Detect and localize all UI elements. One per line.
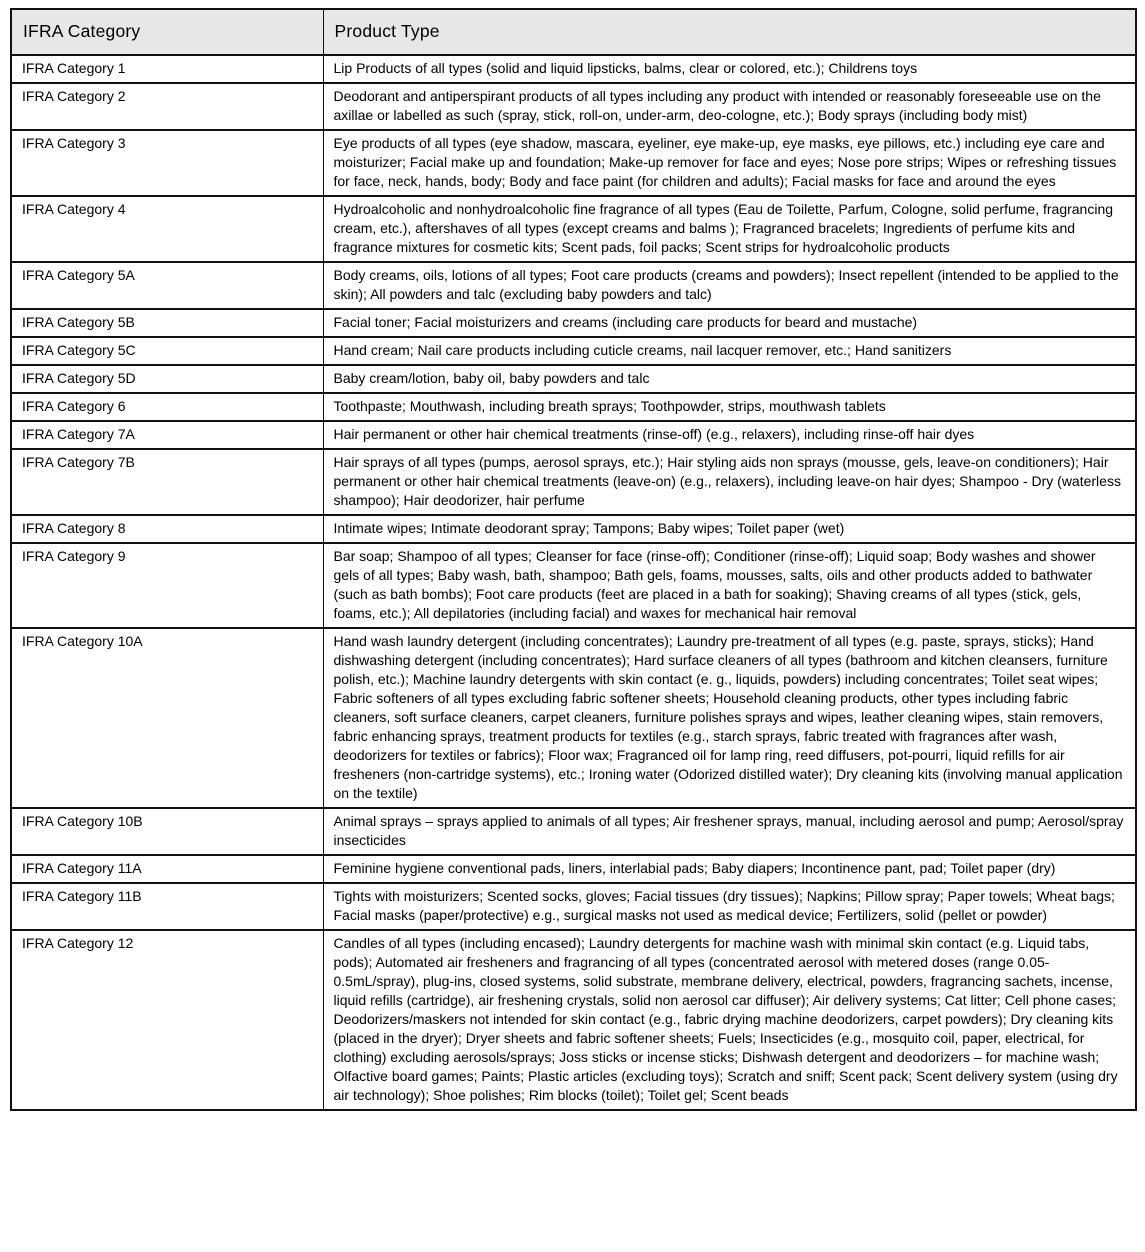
product-type-cell: Facial toner; Facial moisturizers and creams (including care products for beard and mustache): [323, 309, 1136, 337]
product-type-cell: Hair permanent or other hair chemical treatments (rinse-off) (e.g., relaxers), including rinse-off hair dyes: [323, 421, 1136, 449]
table-row: [11, 515, 1136, 543]
table-row: [11, 421, 1136, 449]
category-cell: IFRA Category 10A: [11, 628, 323, 808]
product-type-cell: Body creams, oils, lotions of all types; Foot care products (creams and powders); Insect repellent (intended to be applied to the skin); All powders and talc (excluding baby powders and talc): [323, 262, 1136, 309]
table-row: [11, 855, 1136, 883]
product-type-cell: Hair sprays of all types (pumps, aerosol sprays, etc.); Hair styling aids non sprays (mousse, gels, leave-on conditioners); Hair permanent or other hair chemical treatments (leave-on) (e.g., relaxers), including leave-on hair dyes; Shampoo - Dry (waterless shampoo); Hair deodorizer, hair perfume: [323, 449, 1136, 515]
table-header: [11, 9, 1136, 55]
table-row: [11, 808, 1136, 855]
category-cell: IFRA Category 5B: [11, 309, 323, 337]
category-cell: IFRA Category 3: [11, 130, 323, 196]
table-row: [11, 55, 1136, 83]
table-row: [11, 196, 1136, 262]
category-cell: IFRA Category 7B: [11, 449, 323, 515]
category-cell: IFRA Category 5C: [11, 337, 323, 365]
table-row: [11, 883, 1136, 930]
category-cell: IFRA Category 2: [11, 83, 323, 130]
table-row: [11, 930, 1136, 1110]
table-row: [11, 337, 1136, 365]
table-row: [11, 262, 1136, 309]
category-cell: IFRA Category 11A: [11, 855, 323, 883]
table-body: [11, 55, 1136, 1110]
table-row: [11, 393, 1136, 421]
product-type-cell: Tights with moisturizers; Scented socks, gloves; Facial tissues (dry tissues); Napkins; Pillow spray; Paper towels; Wheat bags; Facial masks (paper/protective) e.g., surgical masks not used as medical device; Fertilizers, solid (pellet or powder): [323, 883, 1136, 930]
table-row: [11, 543, 1136, 628]
column-header-product-type: Product Type: [323, 9, 1136, 55]
table-row: [11, 365, 1136, 393]
header-row: [11, 9, 1136, 55]
category-cell: IFRA Category 6: [11, 393, 323, 421]
product-type-cell: Intimate wipes; Intimate deodorant spray; Tampons; Baby wipes; Toilet paper (wet): [323, 515, 1136, 543]
product-type-cell: Deodorant and antiperspirant products of all types including any product with intended or reasonably foreseeable use on the axillae or labelled as such (spray, stick, roll-on, under-arm, deo-cologne, etc.); Body sprays (including body mist): [323, 83, 1136, 130]
category-cell: IFRA Category 8: [11, 515, 323, 543]
ifra-category-table: [10, 8, 1137, 1111]
product-type-cell: Hand wash laundry detergent (including concentrates); Laundry pre-treatment of all types (e.g. paste, sprays, sticks); Hand dishwashing detergent (including concentrates); Hard surface cleaners of all types (bathroom and kitchen cleansers, furniture polish, etc.); Machine laundry detergents with skin contact (e. g., liquids, powders) including concentrates; Toilet seat wipes; Fabric softeners of all types excluding fabric softener sheets; Household cleaning products, other types including fabric cleaners, soft surface cleaners, carpet cleaners, furniture polishes sprays and wipes, leather cleaning wipes, stain removers, fabric enhancing sprays, treatment products for textiles (e.g., starch sprays, fabric treated with fragrances after wash, deodorizers for textiles or fabrics); Floor wax; Fragranced oil for lamp ring, reed diffusers, pot-pourri, liquid refills for air fresheners (non-cartridge systems), etc.; Ironing water (Odorized distilled water); Dry cleaning kits (involving manual application on the textile): [323, 628, 1136, 808]
table-row: [11, 130, 1136, 196]
table-row: [11, 628, 1136, 808]
category-cell: IFRA Category 9: [11, 543, 323, 628]
table-row: [11, 309, 1136, 337]
table-row: [11, 449, 1136, 515]
product-type-cell: Animal sprays – sprays applied to animals of all types; Air freshener sprays, manual, including aerosol and pump; Aerosol/spray insecticides: [323, 808, 1136, 855]
product-type-cell: Eye products of all types (eye shadow, mascara, eyeliner, eye make-up, eye masks, eye pillows, etc.) including eye care and moisturizer; Facial make up and foundation; Make-up remover for face and eyes; Nose pore strips; Wipes or refreshing tissues for face, neck, hands, body; Body and face paint (for children and adults); Facial masks for face and around the eyes: [323, 130, 1136, 196]
column-header-ifra-category: IFRA Category: [11, 9, 323, 55]
category-cell: IFRA Category 12: [11, 930, 323, 1110]
category-cell: IFRA Category 11B: [11, 883, 323, 930]
category-cell: IFRA Category 1: [11, 55, 323, 83]
category-cell: IFRA Category 5A: [11, 262, 323, 309]
product-type-cell: Bar soap; Shampoo of all types; Cleanser for face (rinse-off); Conditioner (rinse-off); Liquid soap; Body washes and shower gels of all types; Baby wash, bath, shampoo; Bath gels, foams, mousses, salts, oils and other products added to bathwater (such as bath bombs); Foot care products (feet are placed in a bath for soaking); Shaving creams of all types (stick, gels, foams, etc.); All depilatories (including facial) and waxes for mechanical hair removal: [323, 543, 1136, 628]
product-type-cell: Toothpaste; Mouthwash, including breath sprays; Toothpowder, strips, mouthwash tablets: [323, 393, 1136, 421]
table-row: [11, 83, 1136, 130]
category-cell: IFRA Category 10B: [11, 808, 323, 855]
category-cell: IFRA Category 7A: [11, 421, 323, 449]
category-cell: IFRA Category 5D: [11, 365, 323, 393]
product-type-cell: Baby cream/lotion, baby oil, baby powders and talc: [323, 365, 1136, 393]
product-type-cell: Lip Products of all types (solid and liquid lipsticks, balms, clear or colored, etc.); Childrens toys: [323, 55, 1136, 83]
category-cell: IFRA Category 4: [11, 196, 323, 262]
product-type-cell: Feminine hygiene conventional pads, liners, interlabial pads; Baby diapers; Incontinence pant, pad; Toilet paper (dry): [323, 855, 1136, 883]
product-type-cell: Hydroalcoholic and nonhydroalcoholic fine fragrance of all types (Eau de Toilette, Parfum, Cologne, solid perfume, fragrancing cream, etc.), aftershaves of all types (except creams and balms ); Fragranced bracelets; Ingredients of perfume kits and fragrance mixtures for cosmetic kits; Scent pads, foil packs; Scent strips for hydroalcoholic products: [323, 196, 1136, 262]
product-type-cell: Candles of all types (including encased); Laundry detergents for machine wash with minimal skin contact (e.g. Liquid tabs, pods); Automated air fresheners and fragrancing of all types (concentrated aerosol with metered doses (range 0.05-0.5mL/spray), plug-ins, closed systems, solid substrate, membrane delivery, electrical, powders, fragrancing sachets, incense, liquid refills (cartridge), air freshening crystals, solid non aerosol car diffuser); Air delivery systems; Cat litter; Cell phone cases; Deodorizers/maskers not intended for skin contact (e.g., fabric drying machine deodorizers, carpet powders); Dry cleaning kits (placed in the dryer); Dryer sheets and fabric softener sheets; Fuels; Insecticides (e.g., mosquito coil, paper, electrical, for clothing) excluding aerosols/sprays; Joss sticks or incense sticks; Dishwash detergent and deodorizers – for machine wash; Olfactive board games; Paints; Plastic articles (excluding toys); Scratch and sniff; Scent pack; Scent delivery system (using dry air technology); Shoe polishes; Rim blocks (toilet); Toilet gel; Scent beads: [323, 930, 1136, 1110]
product-type-cell: Hand cream; Nail care products including cuticle creams, nail lacquer remover, etc.; Hand sanitizers: [323, 337, 1136, 365]
